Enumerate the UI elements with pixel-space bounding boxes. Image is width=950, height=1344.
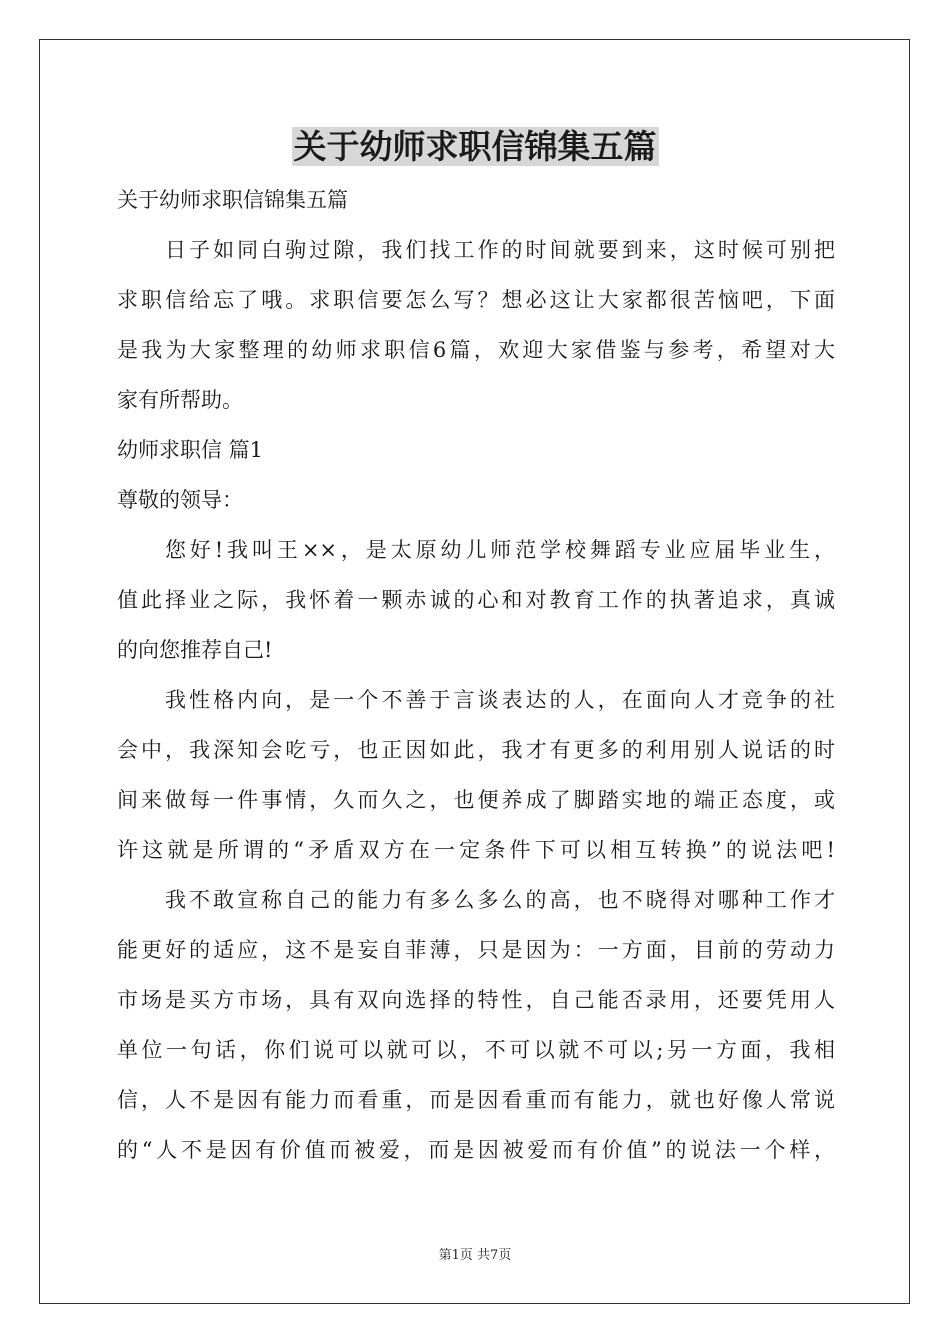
text-line: 尊敬的领导： <box>117 488 243 512</box>
text-line: 许这就是所谓的“矛盾双方在一定条件下可以相互转换”的说法吧! <box>117 838 835 862</box>
text-line: 我性格内向，是一个不善于言谈表达的人，在面向人才竞争的社 <box>165 688 835 712</box>
text-line: 求职信给忘了哦。求职信要怎么写？想必这让大家都很苦恼吧，下面 <box>117 288 835 312</box>
text-line: 关于幼师求职信锦集五篇 <box>117 188 348 212</box>
text-line: 家有所帮助。 <box>117 388 243 412</box>
text-line: 您好!我叫王××，是太原幼儿师范学校舞蹈专业应届毕业生， <box>165 538 835 562</box>
text-line: 日子如同白驹过隙，我们找工作的时间就要到来，这时候可别把 <box>165 238 835 262</box>
text-line: 间来做每一件事情，久而久之，也便养成了脚踏实地的端正态度，或 <box>117 788 835 812</box>
page-footer: 第1页 共7页 <box>438 1248 512 1263</box>
text-line: 会中，我深知会吃亏，也正因如此，我才有更多的利用别人说话的时 <box>117 738 835 762</box>
text-line: 的向您推荐自己! <box>117 638 273 662</box>
text-line: 值此择业之际，我怀着一颗赤诚的心和对教育工作的执著追求，真诚 <box>117 588 835 612</box>
document-body <box>117 175 835 1175</box>
text-line: 市场是买方市场，具有双向选择的特性，自己能否录用，还要凭用人 <box>117 988 835 1012</box>
text-line: 单位一句话，你们说可以就可以，不可以就不可以;另一方面，我相 <box>117 1038 835 1062</box>
text-line: 幼师求职信 篇1 <box>117 438 264 462</box>
document-title-text: 关于幼师求职信锦集五篇 <box>293 127 657 166</box>
text-line: 信，人不是因有能力而看重，而是因看重而有能力，就也好像人常说 <box>117 1088 835 1112</box>
text-line: 是我为大家整理的幼师求职信6篇，欢迎大家借鉴与参考，希望对大 <box>117 338 835 362</box>
text-line: 能更好的适应，这不是妄自菲薄，只是因为：一方面，目前的劳动力 <box>117 938 835 962</box>
text-line: 我不敢宣称自己的能力有多么多么的高，也不晓得对哪种工作才 <box>165 888 835 912</box>
text-line: 的“人不是因有价值而被爱，而是因被爱而有价值”的说法一个样， <box>117 1138 835 1162</box>
document-title <box>0 124 950 170</box>
